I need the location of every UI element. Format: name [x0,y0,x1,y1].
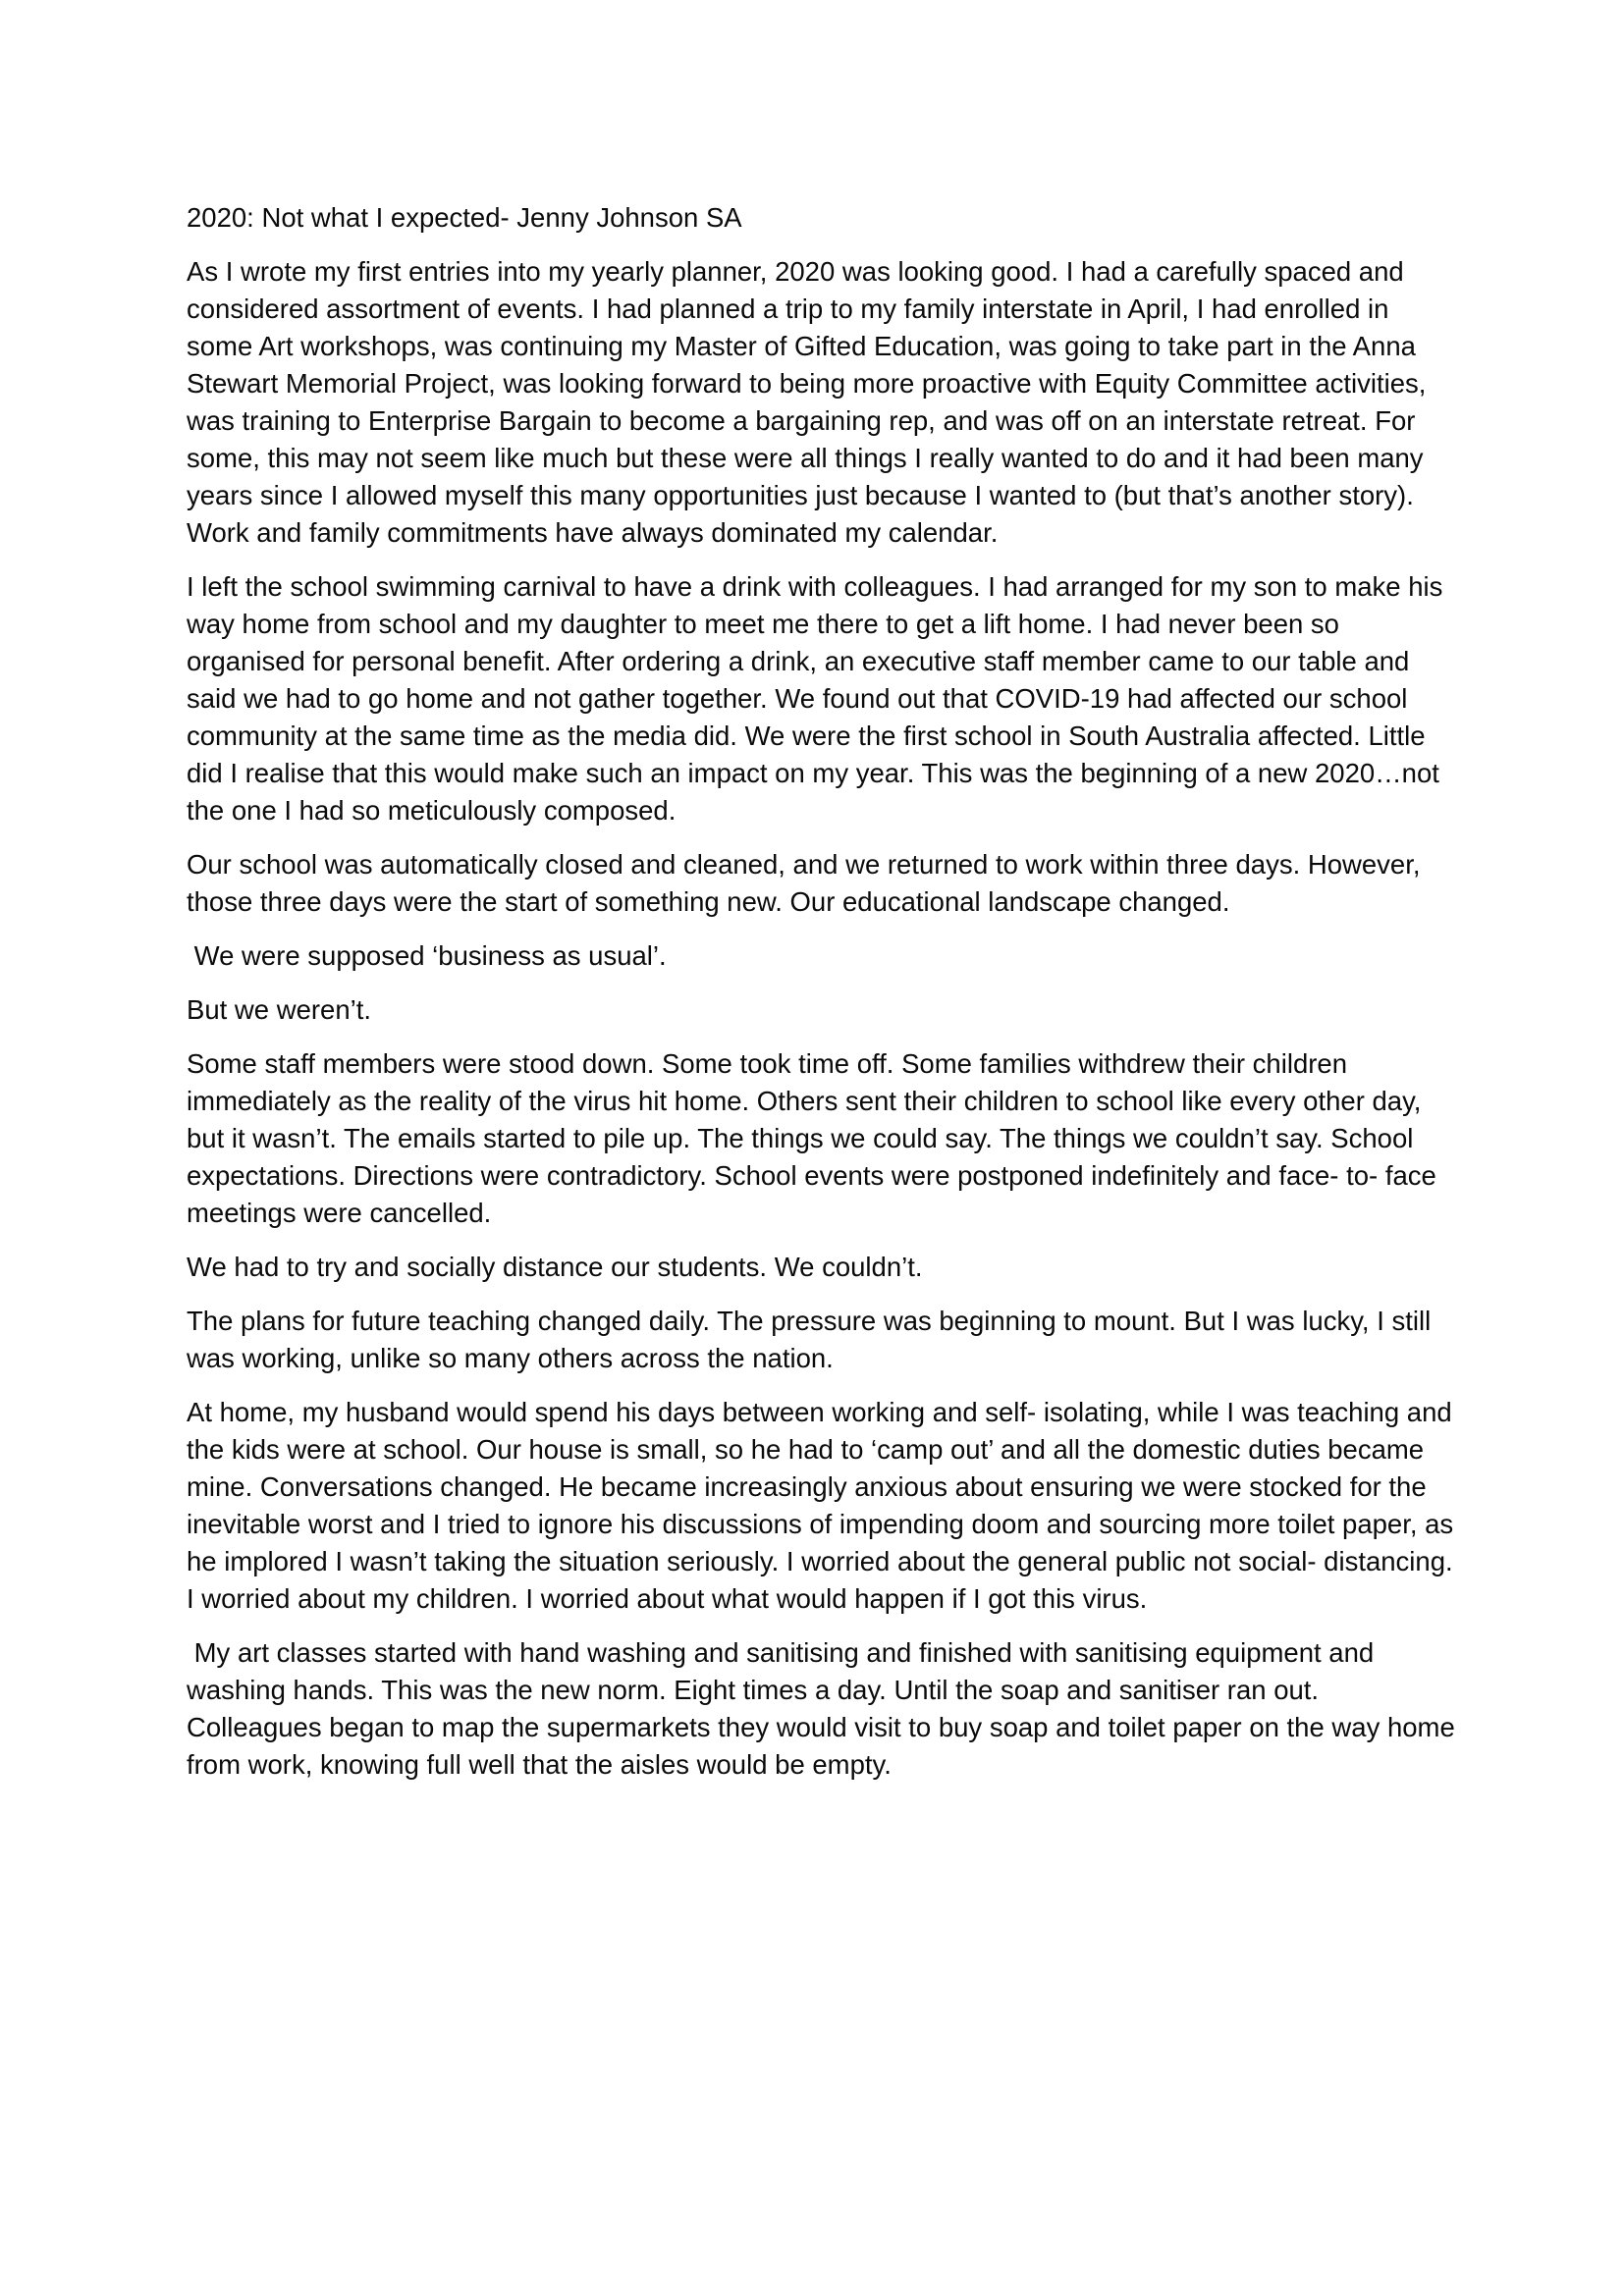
paragraph-at-home: At home, my husband would spend his days between working and self- isolating, while I was teaching and the kids were at school. Our house is small, so he had to ‘camp out’ and all the domestic duties became mine. Conversations changed. He became increasingly anxious about ensuring we were stocked for the inevitable worst and I tried to ignore his discussions of impending doom and sourcing more toilet paper, as he implored I wasn’t taking the situation seriously. I worried about the general public not social- distancing. I worried about my children. I worried about what would happen if I got this virus. [187,1397,1461,1614]
paragraph-but-we-werent: But we weren’t. [187,994,372,1025]
document-title: 2020: Not what I expected- Jenny Johnson SA [187,202,742,233]
paragraph-swimming-carnival: I left the school swimming carnival to have a drink with colleagues. I had arranged for my son to make his way home from school and my daughter to meet me there to get a lift home. I had never been so organised for personal benefit. After ordering a drink, an executive staff member came to our table and said we had to go home and not gather together. We found out that COVID-19 had affected our school community at the same time as the media did. We were the first school in South Australia affected. Little did I realise that this would make such an impact on my year. This was the beginning of a new 2020…not the one I had so meticulously composed. [187,571,1451,826]
paragraph-social-distance: We had to try and socially distance our students. We couldn’t. [187,1252,923,1282]
paragraph-staff-stood-down: Some staff members were stood down. Some took time off. Some families withdrew their children immediately as the reality of the virus hit home. Others sent their children to school like every other day, but it wasn’t. The emails started to pile up. The things we could say. The things we couldn’t say. School expectations. Directions were contradictory. School events were postponed indefinitely and face- to- face meetings were cancelled. [187,1048,1444,1228]
paragraph-business-as-usual: We were supposed ‘business as usual’. [187,940,667,971]
paragraph-school-closed: Our school was automatically closed and cleaned, and we returned to work within three days. However, those three days were the start of something new. Our educational landscape changed. [187,849,1429,917]
paragraph-intro-planner: As I wrote my first entries into my yearly planner, 2020 was looking good. I had a carefully spaced and considered assortment of events. I had planned a trip to my family interstate in April, I had enrolled in some Art workshops, was continuing my Master of Gifted Education, was going to take part in the Anna Stewart Memorial Project, was looking forward to being more proactive with Equity Committee activities, was training to Enterprise Bargain to become a bargaining rep, and was off on an interstate retreat. For some, this may not seem like much but these were all things I really wanted to do and it had been many years since I allowed myself this many opportunities just because I wanted to (but that’s another story). Work and family commitments have always dominated my calendar. [187,256,1435,548]
paragraph-plans-changed: The plans for future teaching changed daily. The pressure was beginning to mount. But I was lucky, I still was working, unlike so many others across the nation. [187,1306,1438,1373]
paragraph-art-classes: My art classes started with hand washing and sanitising and finished with sanitising equipment and washing hands. This was the new norm. Eight times a day. Until the soap and sanitiser ran out. Colleagues began to map the supermarkets they would visit to buy soap and toilet paper on the way home from work, knowing full well that the aisles would be empty. [187,1637,1463,1780]
